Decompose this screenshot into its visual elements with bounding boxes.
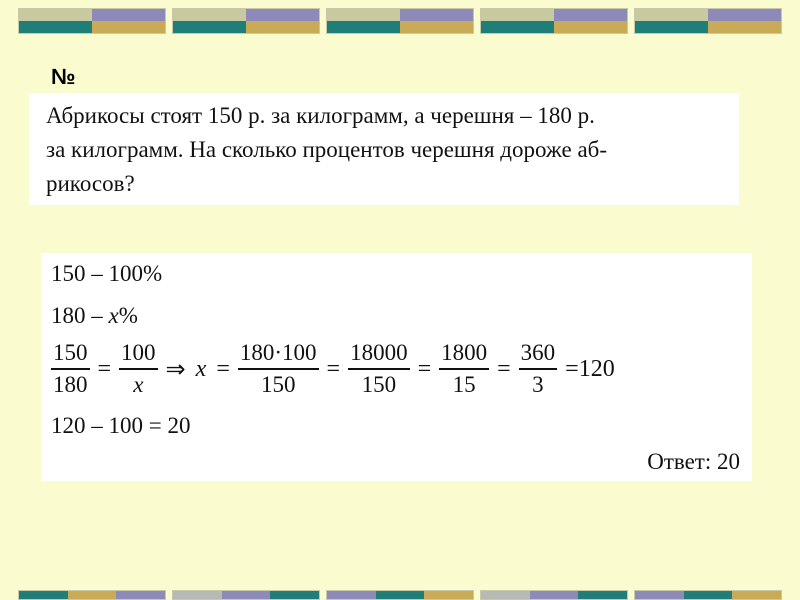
variable-x: x <box>108 303 119 328</box>
proportion-line-2 <box>51 303 138 329</box>
number-sign: № <box>51 64 76 89</box>
fraction-150-180: $\frac{150}{180}$ <box>53 340 88 397</box>
fraction-1800-15: $\frac{1800}{15}$ <box>441 340 488 397</box>
equals-sign: = <box>97 355 112 382</box>
bottom-banner-5 <box>634 590 782 600</box>
problem-text-box <box>29 93 739 205</box>
bottom-banner-3 <box>326 590 474 600</box>
bottom-banner-1 <box>18 590 166 600</box>
top-banner-5 <box>634 8 782 34</box>
top-banner-4 <box>480 8 628 34</box>
top-banner-3 <box>326 8 474 34</box>
implies-arrow: ⇒ <box>165 356 186 383</box>
top-banner-1 <box>18 8 166 34</box>
bottom-banner-4 <box>480 590 628 600</box>
problem-line-3: рикосов? <box>46 171 135 196</box>
equation-line <box>51 339 617 399</box>
result-value: =120 <box>565 355 615 382</box>
bottom-banner-2 <box>172 590 320 600</box>
problem-line-1: Абрикосы стоят 150 р. за килограмм, а черешня – 180 р. <box>46 103 595 128</box>
fraction-18000-150: $\frac{18000}{150}$ <box>350 340 408 397</box>
answer-text: Ответ: 20 <box>647 449 740 474</box>
equals-sign: = <box>216 355 230 382</box>
equals-sign: = <box>326 355 341 382</box>
solution-box <box>41 253 752 481</box>
proportion-line-2-value: 180 – <box>51 303 109 328</box>
fraction-360-3: $\frac{360}{3}$ <box>520 340 556 397</box>
variable-x: x <box>195 355 207 382</box>
equals-sign: = <box>497 355 511 382</box>
problem-line-2: за килограмм. На сколько процентов черешня дороже аб- <box>46 137 608 162</box>
fraction-product: $\frac{180\cdot 100}{150}$ <box>239 340 317 397</box>
equals-sign: = <box>417 355 432 382</box>
proportion-line-1: 150 – 100% <box>51 261 163 286</box>
top-banner-2 <box>172 8 320 34</box>
fraction-100-x: $\frac{100}{x}$ <box>121 340 156 397</box>
difference-line: 120 – 100 = 20 <box>51 413 191 438</box>
percent-sign: % <box>118 303 138 328</box>
